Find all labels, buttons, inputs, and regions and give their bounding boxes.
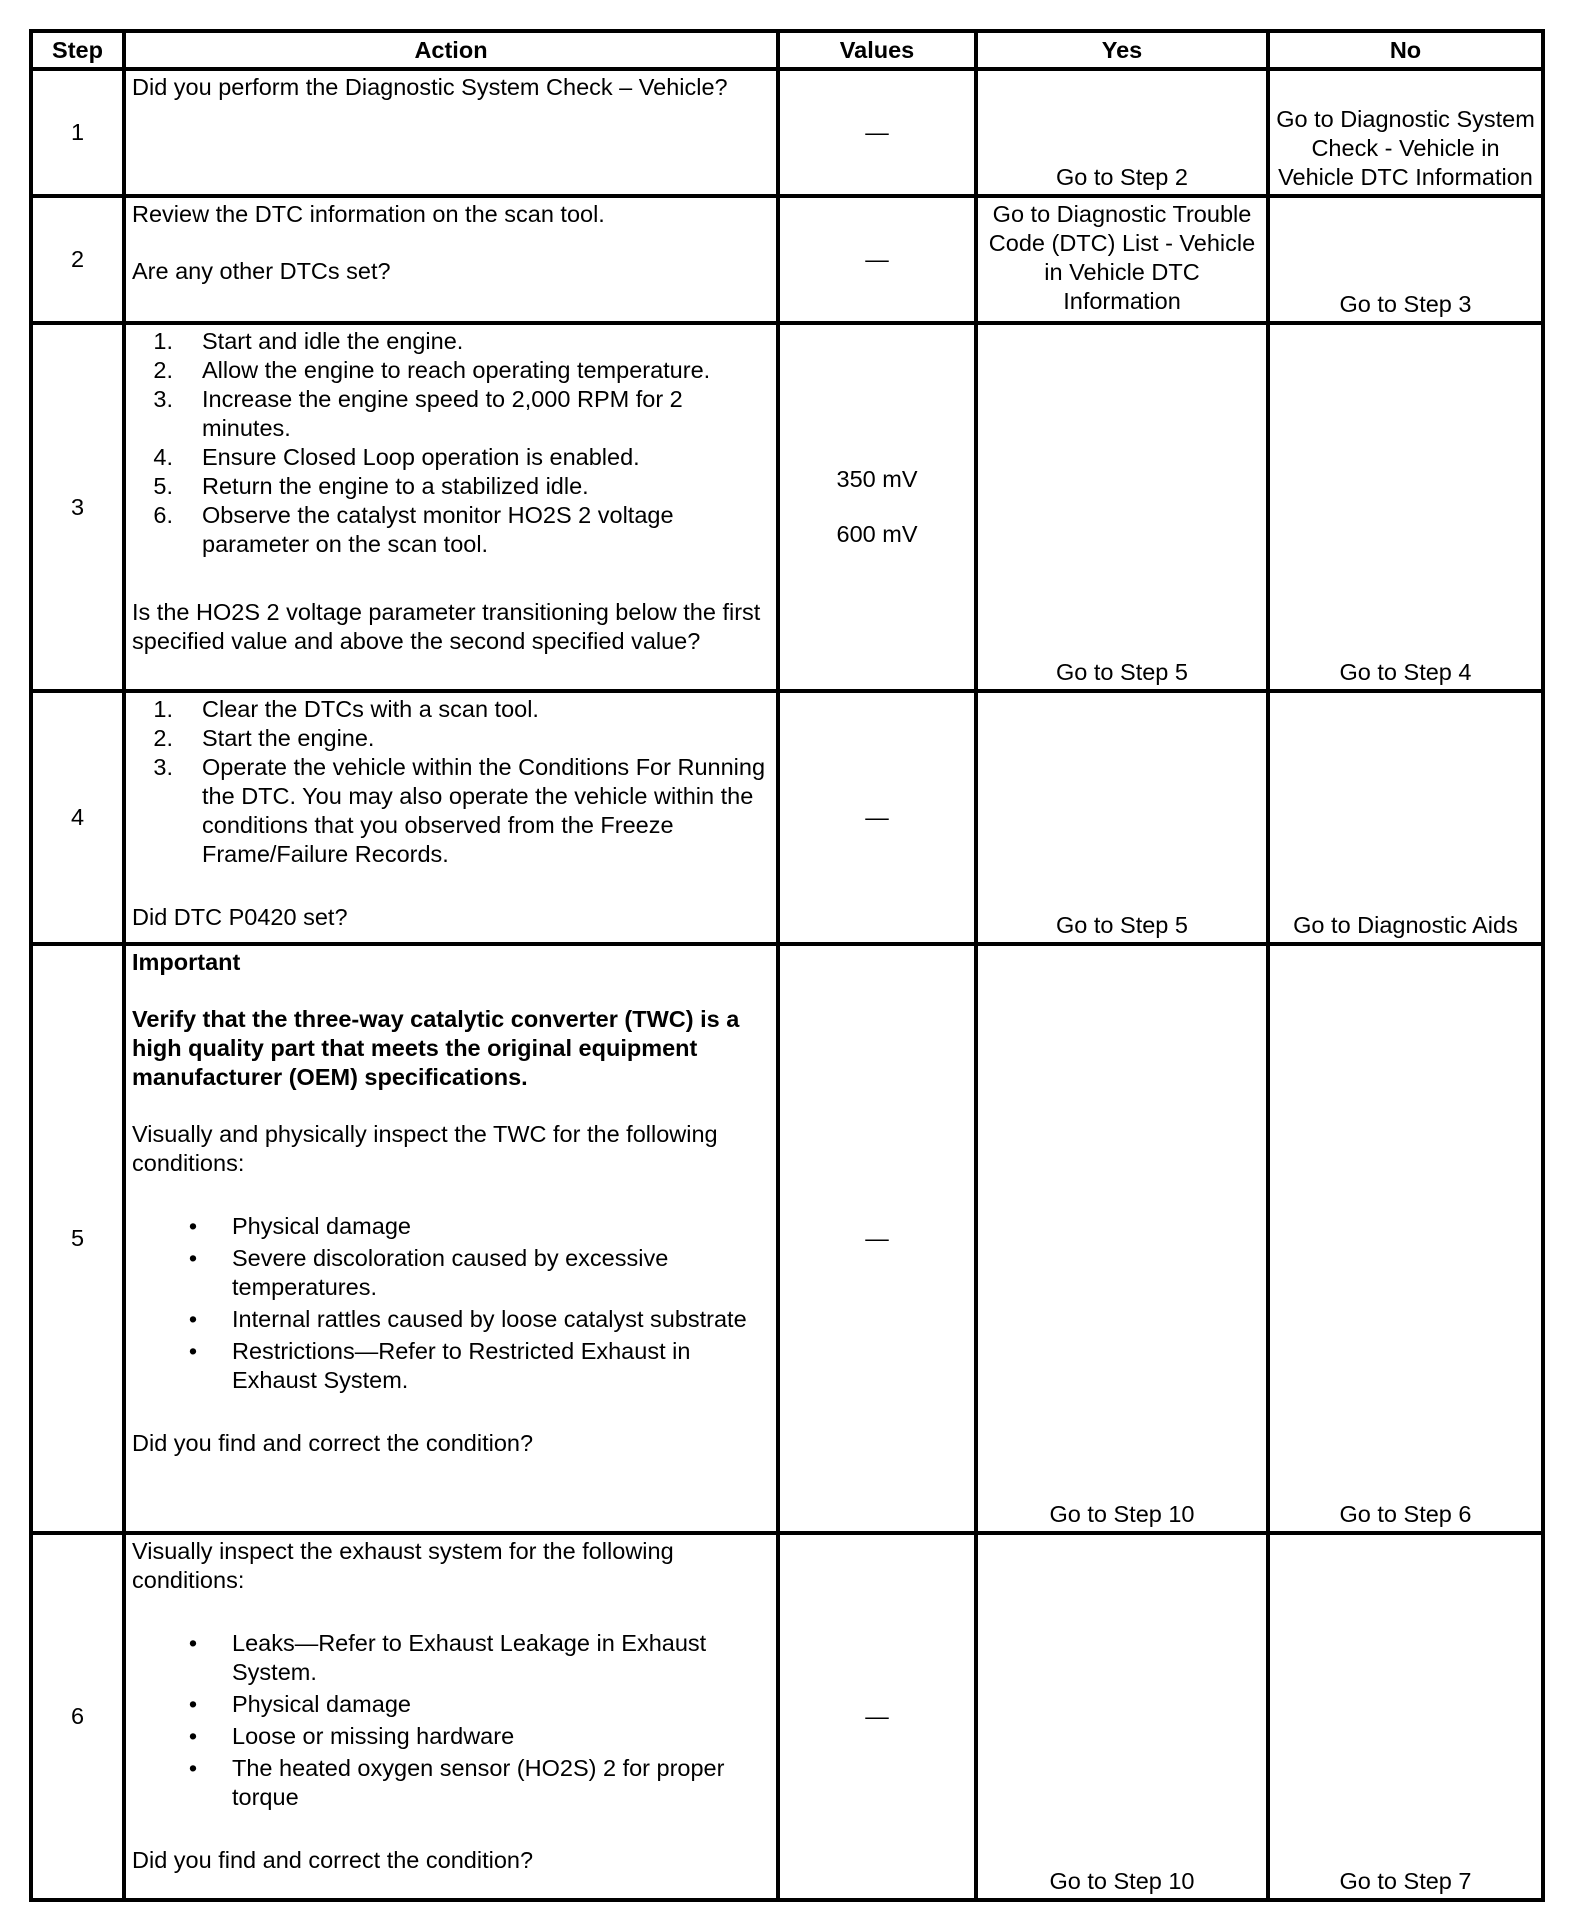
bullet-icon: • bbox=[188, 1723, 198, 1749]
value-low: 350 mV bbox=[836, 466, 918, 492]
list-item: 5. Return the engine to a stabilized idle. bbox=[153, 473, 589, 499]
action-question: Did you find and correct the condition? bbox=[132, 1847, 534, 1873]
step-number: 6 bbox=[31, 1533, 124, 1900]
table-row-step-6 bbox=[31, 1533, 1543, 1900]
action-question: Did you find and correct the condition? bbox=[132, 1430, 534, 1456]
table-row-step-4 bbox=[31, 691, 1543, 944]
step-number: 4 bbox=[31, 691, 124, 944]
condition-list bbox=[132, 1629, 770, 1812]
yes-result: Go to Step 10 bbox=[976, 944, 1268, 1533]
action-steps-list bbox=[132, 327, 770, 559]
header-action: Action bbox=[124, 31, 778, 69]
list-item: • Severe discoloration caused by excessive temperatures. bbox=[132, 1244, 770, 1302]
action-question: Are any other DTCs set? bbox=[132, 258, 391, 284]
bullet-icon: • bbox=[188, 1213, 198, 1239]
step-number: 3 bbox=[31, 323, 124, 691]
list-item: • Internal rattles caused by loose catalyst substrate bbox=[132, 1305, 770, 1334]
values-cell: — bbox=[778, 944, 976, 1533]
yes-result: Go to Step 10 bbox=[976, 1533, 1268, 1900]
table-row-step-2 bbox=[31, 196, 1543, 323]
list-item: • Restrictions—Refer to Restricted Exhaust in Exhaust System. bbox=[132, 1337, 770, 1395]
values-cell: — bbox=[778, 1533, 976, 1900]
yes-result: Go to Diagnostic Trouble Code (DTC) List - Vehicle in Vehicle DTC Information bbox=[976, 196, 1268, 323]
condition-list bbox=[132, 1212, 770, 1395]
no-result: Go to Step 7 bbox=[1268, 1533, 1543, 1900]
action-cell bbox=[124, 944, 778, 1533]
list-item: 1. Clear the DTCs with a scan tool. bbox=[153, 696, 539, 722]
action-steps-list bbox=[132, 695, 770, 869]
yes-result: Go to Step 5 bbox=[976, 691, 1268, 944]
list-item: • Leaks—Refer to Exhaust Leakage in Exhaust System. bbox=[132, 1629, 770, 1687]
header-row bbox=[31, 31, 1543, 69]
list-item: 4. Ensure Closed Loop operation is enabled. bbox=[153, 444, 640, 470]
table-row-step-3 bbox=[31, 323, 1543, 691]
step-number: 1 bbox=[31, 69, 124, 196]
list-item: • The heated oxygen sensor (HO2S) 2 for proper torque bbox=[132, 1754, 770, 1812]
no-result: Go to Diagnostic System Check - Vehicle in Vehicle DTC Information bbox=[1268, 69, 1543, 196]
bullet-icon: • bbox=[188, 1630, 198, 1656]
action-intro: Review the DTC information on the scan tool. bbox=[132, 201, 605, 227]
list-item: 3. Increase the engine speed to 2,000 RPM for 2 minutes. bbox=[153, 386, 683, 441]
no-result: Go to Step 6 bbox=[1268, 944, 1543, 1533]
action-intro: Visually inspect the exhaust system for the following conditions: bbox=[132, 1538, 674, 1593]
values-cell: — bbox=[778, 691, 976, 944]
action-cell bbox=[124, 1533, 778, 1900]
step-number: 5 bbox=[31, 944, 124, 1533]
bullet-icon: • bbox=[188, 1691, 198, 1717]
list-item: • Physical damage bbox=[132, 1212, 770, 1241]
list-item: 2. Start the engine. bbox=[153, 725, 375, 751]
action-question: Did DTC P0420 set? bbox=[132, 904, 348, 930]
action-cell bbox=[124, 196, 778, 323]
action-question: Did you perform the Diagnostic System Check – Vehicle? bbox=[132, 74, 728, 100]
bullet-icon: • bbox=[188, 1755, 198, 1781]
header-no: No bbox=[1268, 31, 1543, 69]
table-row-step-1 bbox=[31, 69, 1543, 196]
list-item: • Loose or missing hardware bbox=[132, 1722, 770, 1751]
list-item: 2. Allow the engine to reach operating temperature. bbox=[153, 357, 711, 383]
important-label: Important bbox=[132, 949, 241, 975]
yes-result: Go to Step 5 bbox=[976, 323, 1268, 691]
values-cell: — bbox=[778, 196, 976, 323]
bullet-icon: • bbox=[188, 1245, 198, 1271]
action-cell bbox=[124, 691, 778, 944]
no-result: Go to Step 3 bbox=[1268, 196, 1543, 323]
list-item: 6. Observe the catalyst monitor HO2S 2 voltage parameter on the scan tool. bbox=[153, 502, 674, 557]
header-yes: Yes bbox=[976, 31, 1268, 69]
list-item: 1. Start and idle the engine. bbox=[153, 328, 464, 354]
important-note: Verify that the three-way catalytic converter (TWC) is a high quality part that meets the original equipment manufacturer (OEM) specifications. bbox=[132, 1006, 740, 1090]
step-number: 2 bbox=[31, 196, 124, 323]
header-step: Step bbox=[31, 31, 124, 69]
diagnostic-table bbox=[29, 29, 1545, 1902]
list-item: • Physical damage bbox=[132, 1690, 770, 1719]
value-high: 600 mV bbox=[836, 521, 918, 547]
list-item: 3. Operate the vehicle within the Conditions For Running the DTC. You may also operate the vehicle within the conditions that you observed from the Freeze Frame/Failure Records. bbox=[153, 754, 766, 867]
action-cell bbox=[124, 69, 778, 196]
values-cell bbox=[778, 323, 976, 691]
yes-result: Go to Step 2 bbox=[976, 69, 1268, 196]
action-cell bbox=[124, 323, 778, 691]
table-row-step-5 bbox=[31, 944, 1543, 1533]
values-cell: — bbox=[778, 69, 976, 196]
bullet-icon: • bbox=[188, 1306, 198, 1332]
no-result: Go to Step 4 bbox=[1268, 323, 1543, 691]
bullet-icon: • bbox=[188, 1338, 198, 1364]
action-intro: Visually and physically inspect the TWC for the following conditions: bbox=[132, 1121, 718, 1176]
action-question: Is the HO2S 2 voltage parameter transitioning below the first specified value and above the second specified value? bbox=[132, 599, 761, 654]
no-result: Go to Diagnostic Aids bbox=[1268, 691, 1543, 944]
header-values: Values bbox=[778, 31, 976, 69]
